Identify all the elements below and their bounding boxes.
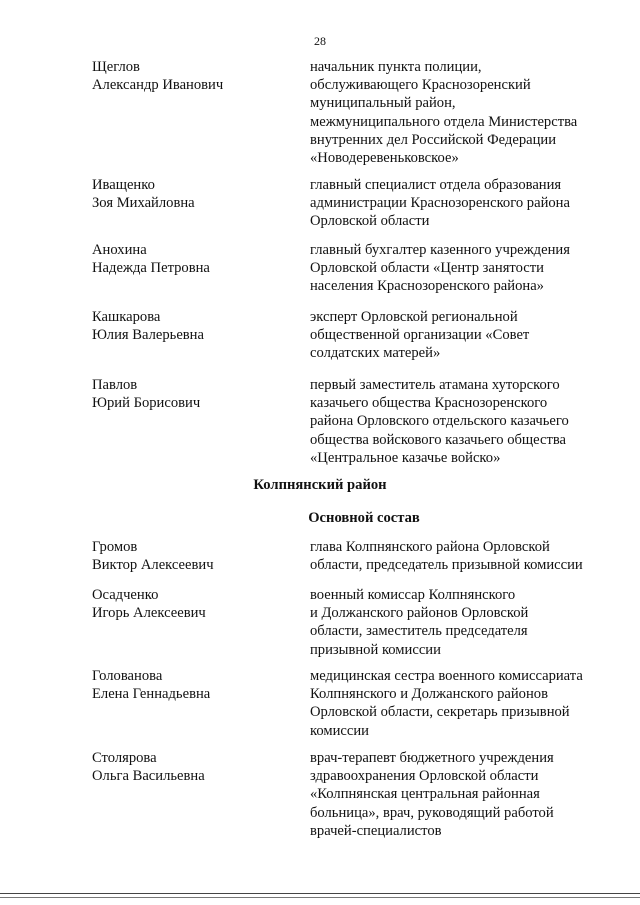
position-line: первый заместитель атамана хуторского	[310, 377, 560, 393]
member-position	[310, 586, 610, 659]
position-line: врачей-специалистов	[310, 822, 442, 839]
member-name	[92, 667, 292, 703]
member-given-names: Зоя Михайловна	[92, 195, 195, 212]
position-line: и Должанского районов Орловской	[310, 605, 529, 622]
district-heading: Колпнянский район	[253, 477, 387, 493]
position-line: комиссии	[310, 722, 369, 739]
member-position	[310, 538, 610, 574]
member-given-names: Елена Геннадьевна	[92, 686, 211, 703]
member-surname: Кашкарова	[92, 309, 161, 325]
position-line: «Колпнянская центральная районная	[310, 786, 540, 803]
position-line: главный бухгалтер казенного учреждения	[310, 242, 570, 258]
position-line: военный комиссар Колпнянского	[310, 587, 516, 603]
member-position	[310, 667, 610, 740]
position-line: главный специалист отдела образования	[310, 177, 562, 193]
member-given-names: Игорь Алексеевич	[92, 605, 206, 622]
member-name	[92, 586, 292, 622]
page-number: 28	[314, 34, 326, 48]
member-surname: Павлов	[92, 377, 138, 393]
member-surname: Щеглов	[92, 59, 140, 75]
bottom-rule	[0, 893, 640, 894]
position-line: области, заместитель председателя	[310, 623, 528, 640]
member-name	[92, 538, 292, 574]
position-line: общества войскового казачьего общества	[310, 431, 567, 448]
position-line: эксперт Орловской региональной	[310, 309, 518, 325]
position-line: врач-терапевт бюджетного учреждения	[310, 750, 554, 766]
member-name	[92, 176, 292, 212]
position-line: медицинская сестра военного комиссариата	[310, 668, 583, 684]
member-given-names: Юрий Борисович	[92, 395, 201, 412]
position-line: начальник пункта полиции,	[310, 59, 482, 75]
position-line: Орловской области	[310, 213, 430, 230]
member-given-names: Ольга Васильевна	[92, 768, 205, 785]
member-surname: Голованова	[92, 668, 163, 684]
position-line: межмуниципального отдела Министерства	[310, 113, 578, 130]
member-given-names: Надежда Петровна	[92, 260, 210, 277]
member-given-names: Виктор Алексеевич	[92, 557, 214, 574]
member-position	[310, 308, 610, 363]
member-position	[310, 376, 610, 467]
position-line: казачьего общества Краснозоренского	[310, 395, 548, 412]
position-line: Орловской области «Центр занятости	[310, 260, 544, 277]
member-name	[92, 376, 292, 412]
member-surname: Громов	[92, 539, 138, 555]
position-line: здравоохранения Орловской области	[310, 768, 539, 785]
position-line: общественной организации «Совет	[310, 327, 530, 344]
position-line: Колпнянского и Должанского районов	[310, 686, 548, 703]
position-line: Орловской области, секретарь призывной	[310, 704, 570, 721]
position-line: области, председатель призывной комиссии	[310, 557, 583, 574]
member-given-names: Александр Иванович	[92, 77, 224, 94]
member-name	[92, 241, 292, 277]
position-line: глава Колпнянского района Орловской	[310, 539, 550, 555]
position-line: населения Краснозоренского района»	[310, 278, 544, 295]
member-surname: Столярова	[92, 750, 157, 766]
bottom-rule	[0, 897, 640, 898]
position-line: призывной комиссии	[310, 641, 441, 658]
position-line: муниципальный район,	[310, 95, 456, 112]
member-position	[310, 176, 610, 231]
position-line: больница», врач, руководящий работой	[310, 804, 554, 821]
member-position	[310, 749, 610, 840]
position-line: внутренних дел Российской Федерации	[310, 131, 557, 148]
position-line: солдатских матерей»	[310, 345, 441, 362]
member-given-names: Юлия Валерьевна	[92, 327, 204, 344]
member-name	[92, 58, 292, 94]
member-position	[310, 58, 610, 167]
member-surname: Осадченко	[92, 587, 159, 603]
member-name	[92, 308, 292, 344]
composition-heading: Основной состав	[308, 510, 420, 526]
position-line: «Центральное казачье войско»	[310, 449, 501, 466]
member-surname: Иващенко	[92, 177, 155, 193]
member-name	[92, 749, 292, 785]
position-line: обслуживающего Краснозоренский	[310, 77, 531, 94]
member-position	[310, 241, 610, 296]
position-line: администрации Краснозоренского района	[310, 195, 570, 212]
position-line: «Новодеревеньковское»	[310, 150, 459, 167]
member-surname: Анохина	[92, 242, 147, 258]
position-line: района Орловского отдельского казачьего	[310, 413, 569, 430]
